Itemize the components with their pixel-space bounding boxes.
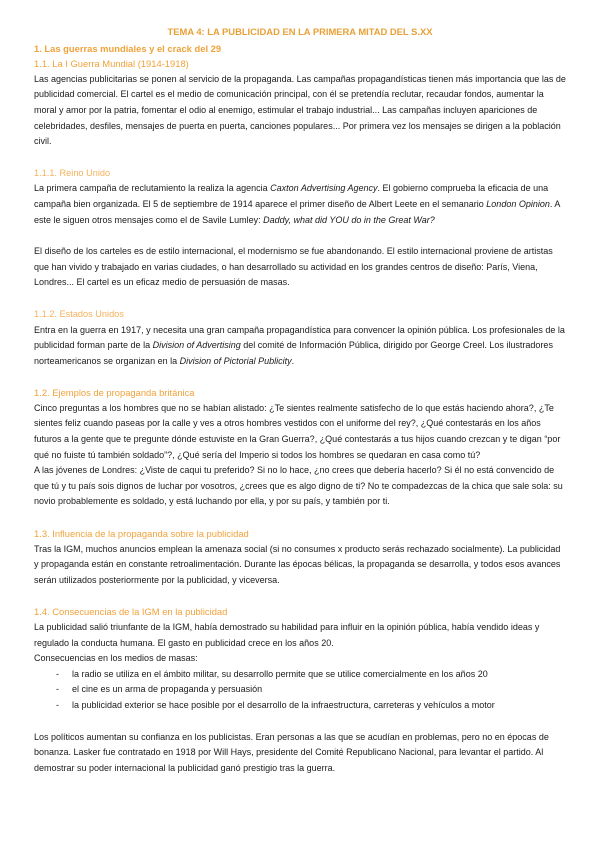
paragraph-1-1-1-b: El diseño de los carteles es de estilo internacional, el modernismo se fue abandonando. El estilo internacional proviene de artistas que han vivido y trabajado en varias ciudades, o han desarrollado su actividad en los grandes centros de diseño: París, Viena, Londres... El cartel es un eficaz medio de persuasión de masas.: [34, 246, 553, 288]
text-span: Entra en la guerra en 1917, y necesita una gran campaña propagandística para convencer la opinión pública. Los profesionales de la publicidad forman parte de la: [34, 324, 565, 351]
paragraph-1-4-a: La publicidad salió triunfante de la IGM, había demostrado su habilidad para influir en la opinión pública, había vendido ideas y regulado la conducta humana. El gasto en publicidad crece en los años 20.: [34, 622, 540, 648]
document-title: TEMA 4: LA PUBLICIDAD EN LA PRIMERA MITAD DEL S.XX: [167, 26, 433, 37]
text-span: .: [291, 355, 295, 366]
text-span: . El gobierno comprueba la eficacia de una campaña bien organizada. El 5 de septiembre de 1914 aparece el primer diseño de Albert Leete en el semanario: [34, 183, 549, 209]
subsection-heading-1-1-2: 1.1.2. Estados Unidos: [34, 308, 124, 319]
subsection-heading-1-4: 1.4. Consecuencias de la IGM en la publicidad: [34, 606, 228, 618]
paragraph-1-4-c: Los políticos aumentan su confianza en los publicistas. Eran personas a las que se acudían en problemas, pero no en épocas de bonanza. Lasker fue contratado en 1918 por Will Hays, presidente del Comité Republicano Nacional, para levantar el partido. Al demostrar su poder internacional la publicidad ganó prestigio tras la guerra.: [34, 731, 549, 773]
magazine-name: London Opinion: [486, 198, 550, 209]
paragraph-1-1: Las agencias publicitarias se ponen al servicio de la propaganda. Las campañas propagandísticas tienen más importancia que las de publicidad comercial. El cartel es el medio de comunicación principal, con él se pretendía reclutar, recaudar fondos, aumentar la moral y amor por la patria, fomentar el odio al enemigo, estimular el trabajo industrial... Las campañas incluyen apariciones de celebridades, desfiles, mensajes de puerta en puerta, canciones populares... Por primera vez los mensajes se dirigen a la población civil.: [34, 73, 566, 147]
subsection-heading-1-2: 1.2. Ejemplos de propaganda británica: [34, 387, 195, 399]
paragraph-1-4-b: Consecuencias en los medios de masas:: [34, 653, 198, 664]
paragraph-1-3: Tras la IGM, muchos anuncios emplean la amenaza social (si no consumes x producto serás rechazado socialmente). La publicidad y propaganda están en constante retroalimentación. Durante las épocas bélicas, la propaganda se desarrolla, y todos esos avances serán utilizados posteriormente por la publicidad, y viceversa.: [34, 543, 561, 585]
text-span: del comité de Información Pública, dirigido por George Creel. Los ilustradores norteamericanos se organizan en la: [34, 340, 553, 366]
section-heading-1: 1. Las guerras mundiales y el crack del 29: [34, 42, 222, 54]
list-item: - la radio se utiliza en el ámbito militar, su desarrollo permite que se utilice comercialmente en los años 20: [56, 667, 566, 683]
subsection-heading-1-1: 1.1. La I Guerra Mundial (1914-1918): [34, 58, 189, 70]
list-item: - el cine es un arma de propaganda y persuasión: [56, 682, 566, 698]
text-span: . A este le siguen otros mensajes como el de Savile Lumley:: [34, 198, 560, 225]
division-name: Division of Advertising: [152, 340, 241, 351]
paragraph-1-2-a: Cinco preguntas a los hombres que no se habían alistado: ¿Te sientes realmente satisfecho de lo que estás haciendo ahora?, ¿Te sientes feliz cuando paseas por la calle y ves a otros hombres vestidos con el uniforme del rey?, ¿Qué contestarás en los años futuros a la gente que te pregunte dónde estuviste en la Gran Guerra?, ¿Qué contestarás a tus hijos cuando crezcan y te digan “por qué no fuiste tú también soldado”?, ¿Qué sería del Imperio si todos los hombres se quedaran en casa como tú?: [34, 402, 561, 460]
media-consequences-list: [34, 667, 566, 714]
list-item: - la publicidad exterior se hace posible por el desarrollo de la infraestructura, carreteras y vehículos a motor: [56, 698, 566, 714]
division-name: Division of Pictorial Publicity: [179, 355, 292, 366]
subsection-heading-1-3: 1.3. Influencia de la propaganda sobre la publicidad: [34, 528, 249, 540]
poster-quote: Daddy, what did YOU do in the Great War?: [263, 214, 435, 225]
text-span: La primera campaña de reclutamiento la realiza la agencia: [34, 183, 271, 194]
agency-name: Caxton Advertising Agency: [270, 183, 378, 194]
paragraph-1-1-1-a: [34, 181, 566, 228]
paragraph-1-2-b: A las jóvenes de Londres: ¿Viste de caqui tu preferido? Si no lo hace, ¿no crees que debería hacerlo? Si él no está convencido de que tú y tu país sois dignos de luchar por vosotros, ¿crees que es algo digno de ti? No te compadezcas de la chica que sale sola: su novio probablemente es soldado, y está luchando por ella, y por su país, y también por ti.: [34, 465, 563, 507]
subsection-heading-1-1-1: 1.1.1. Reino Unido: [34, 167, 111, 178]
paragraph-1-1-2: [34, 323, 566, 370]
